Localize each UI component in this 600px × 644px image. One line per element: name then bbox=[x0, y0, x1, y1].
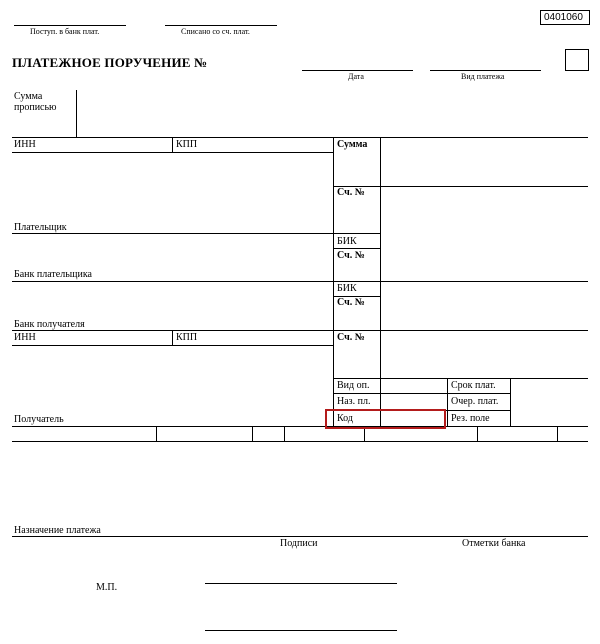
date-field-line[interactable] bbox=[302, 70, 413, 71]
signatures-label: Подписи bbox=[280, 538, 318, 549]
payment-type-label: Вид платежа bbox=[461, 72, 505, 81]
payer-account-label: Сч. № bbox=[337, 187, 365, 198]
payer-bik-label: БИК bbox=[337, 236, 357, 247]
amount-words-divider bbox=[76, 90, 77, 137]
recipient-bank-account-label: Сч. № bbox=[337, 297, 365, 308]
received-line[interactable] bbox=[14, 25, 126, 26]
term-label: Срок плат. bbox=[451, 380, 496, 391]
row-line-378 bbox=[333, 378, 588, 379]
bank-marks-label: Отметки банка bbox=[462, 538, 526, 549]
recipient-bank-label: Банк получателя bbox=[14, 319, 85, 330]
form-code-box bbox=[540, 10, 590, 25]
payer-bank-account-label: Сч. № bbox=[337, 250, 365, 261]
amount-words-field[interactable] bbox=[78, 90, 588, 136]
inn-kpp-divider bbox=[172, 137, 173, 152]
payer-bank-label: Банк плательщика bbox=[14, 269, 92, 280]
page-title: ПЛАТЕЖНОЕ ПОРУЧЕНИЕ № bbox=[12, 55, 208, 70]
row-line-152 bbox=[12, 152, 333, 153]
signature-line-2[interactable] bbox=[205, 630, 397, 631]
received-label: Поступ. в банк плат. bbox=[30, 27, 100, 36]
tax-cell-divider-2 bbox=[252, 426, 253, 441]
recipient-bik-label: БИК bbox=[337, 283, 357, 294]
row-line-330 bbox=[12, 330, 588, 331]
priority-label: Очер. плат. bbox=[451, 396, 499, 407]
stamp-label: М.П. bbox=[96, 582, 118, 593]
amount-words-label-2: прописью bbox=[14, 102, 57, 113]
signature-line-1[interactable] bbox=[205, 583, 397, 584]
row-line-281 bbox=[12, 281, 588, 282]
purpose-bottom-line bbox=[12, 536, 588, 537]
row-line-233 bbox=[12, 233, 380, 234]
code-field-highlight[interactable] bbox=[325, 409, 446, 429]
op-type-label: Вид оп. bbox=[337, 380, 370, 391]
purpose-field[interactable] bbox=[12, 442, 588, 534]
amount-label: Сумма bbox=[337, 139, 368, 150]
term-column-left bbox=[447, 378, 448, 426]
status-code-box[interactable] bbox=[565, 49, 589, 71]
recipient-kpp-label: КПП bbox=[176, 332, 198, 343]
payer-kpp-label: КПП bbox=[176, 139, 198, 150]
recipient-account-label: Сч. № bbox=[337, 332, 365, 343]
row-line-393 bbox=[333, 393, 510, 394]
amount-words-label-1: Сумма bbox=[14, 91, 43, 102]
payer-label: Плательщик bbox=[14, 222, 67, 233]
tax-cell-divider-6 bbox=[557, 426, 558, 441]
recipient-inn-kpp-divider bbox=[172, 330, 173, 345]
debited-label: Списано со сч. плат. bbox=[181, 27, 250, 36]
row-line-186 bbox=[333, 186, 588, 187]
payment-type-field-line[interactable] bbox=[430, 70, 541, 71]
row-line-426 bbox=[12, 426, 588, 427]
purpose-code-label: Наз. пл. bbox=[337, 396, 371, 407]
debited-line[interactable] bbox=[165, 25, 277, 26]
term-column-right bbox=[510, 378, 511, 426]
row-line-345 bbox=[12, 345, 333, 346]
date-label: Дата bbox=[348, 72, 364, 81]
payer-inn-label: ИНН bbox=[14, 139, 36, 150]
tax-cell-divider-1 bbox=[156, 426, 157, 441]
row-line-248 bbox=[333, 248, 380, 249]
tax-cell-divider-5 bbox=[477, 426, 478, 441]
reserve-field-label: Рез. поле bbox=[451, 413, 490, 424]
purpose-label: Назначение платежа bbox=[14, 525, 101, 536]
recipient-label: Получатель bbox=[14, 414, 64, 425]
row-line-137 bbox=[12, 137, 588, 138]
code-label: Код bbox=[337, 413, 353, 424]
tax-cell-divider-3 bbox=[284, 426, 285, 441]
form-code: 0401060 bbox=[544, 12, 583, 23]
recipient-inn-label: ИНН bbox=[14, 332, 36, 343]
